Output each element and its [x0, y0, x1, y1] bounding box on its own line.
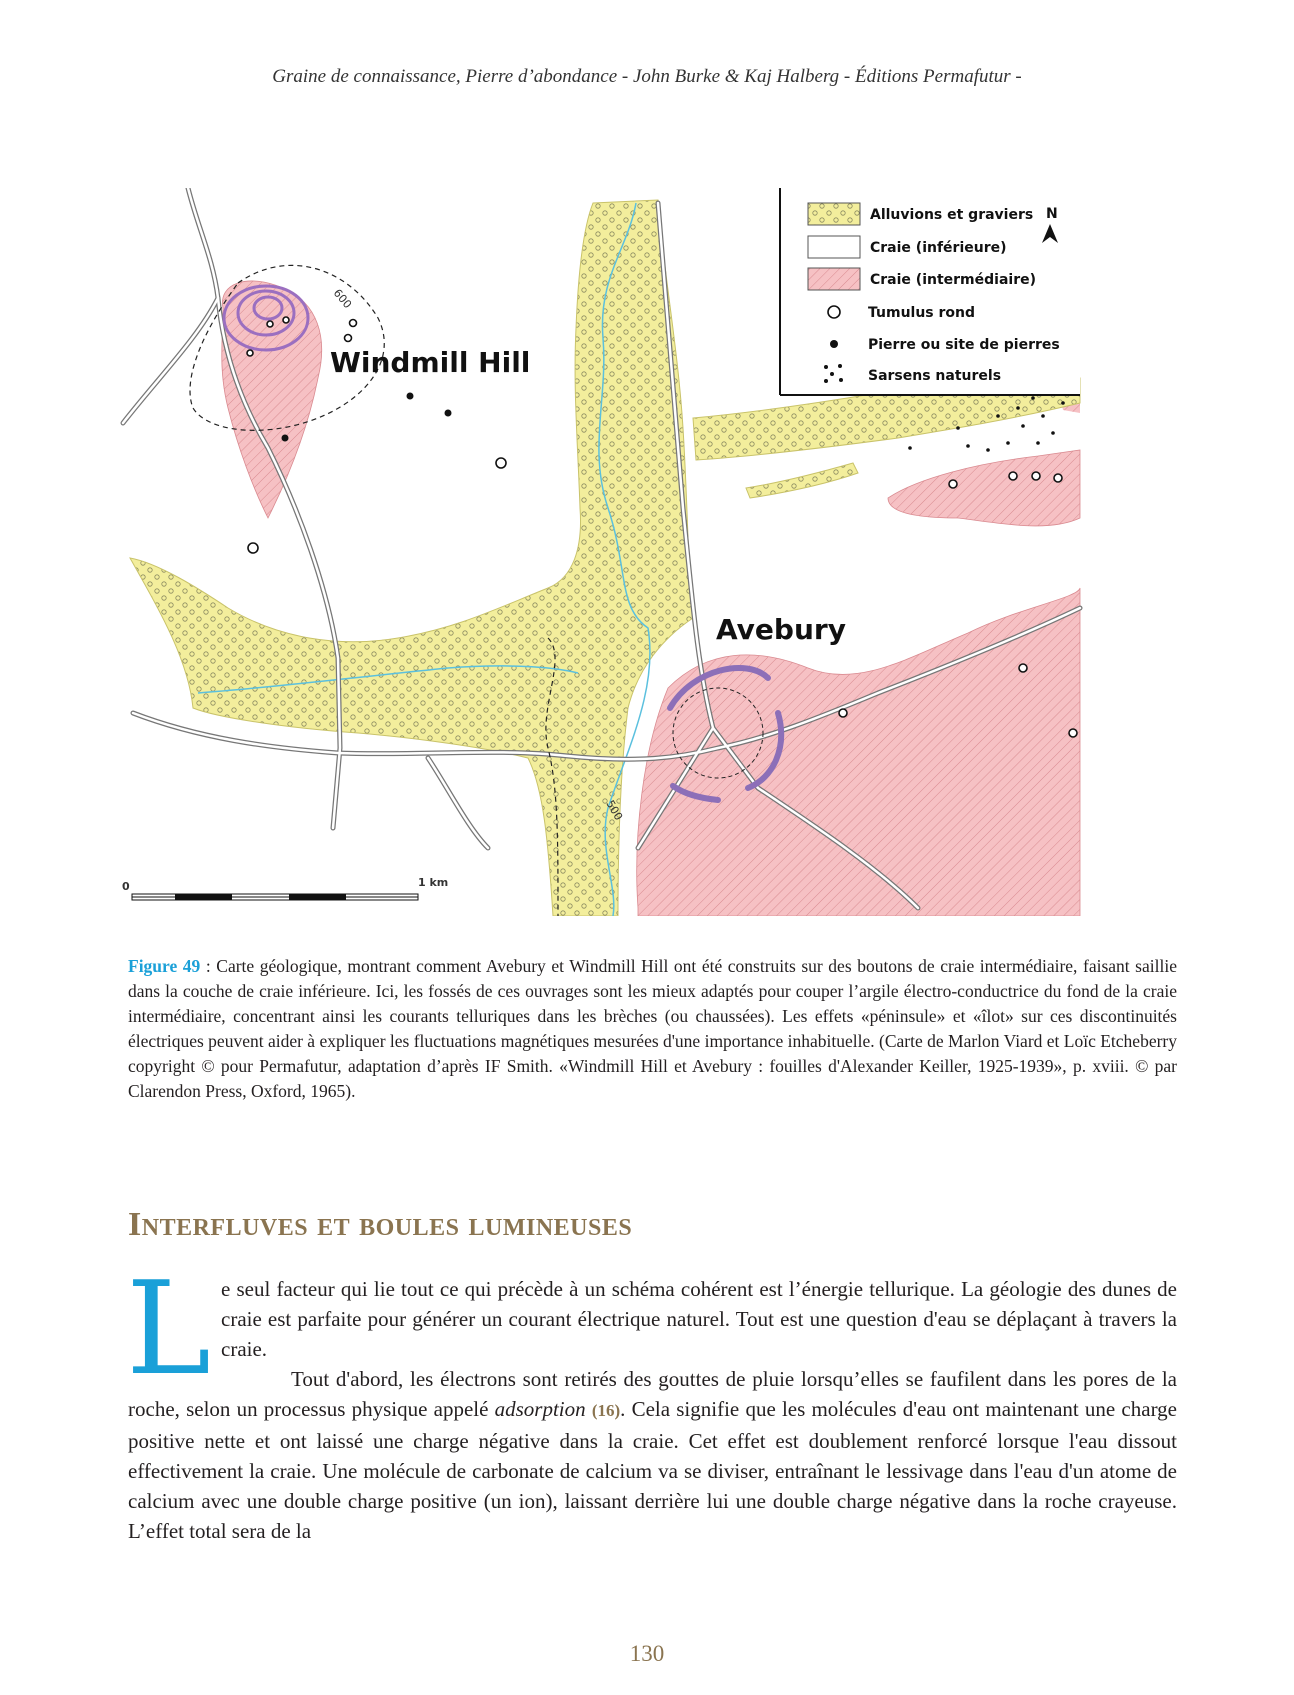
- tumulus-icon: [283, 317, 289, 323]
- adsorption-term: adsorption: [494, 1397, 586, 1421]
- body-text: [126, 1255, 1177, 1546]
- north-label: N: [1046, 206, 1058, 222]
- stone-icon: [445, 410, 452, 417]
- caption-separator: :: [200, 956, 217, 976]
- tumulus-icon: [496, 458, 506, 468]
- avebury-label: Avebury: [716, 613, 846, 646]
- paragraph-2-end: . Cela signifie que les molécules d'eau ont maintenant une charge positive nette et ont laissé une charge négative dans la craie. Cet effet est doublement renforcé lorsque l'eau dissout effectivement la craie. Une molécule de carbonate de calcium va se diviser, entraînant le lessivage dans l'eau d'un atome de calcium avec une double charge positive (un ion), laissant derrière lui une double charge négative dans la roche crayeuse. L’effet total sera de la: [128, 1397, 1177, 1543]
- legend-swatch-middle-chalk: [808, 268, 860, 290]
- alluvium-strip: [746, 463, 858, 498]
- map-svg: [118, 188, 1178, 916]
- figure-label: Figure 49: [128, 956, 201, 976]
- tumulus-icon: [350, 320, 357, 327]
- tumulus-icon: [345, 335, 352, 342]
- map-legend: [780, 188, 1080, 395]
- legend-label-1: Craie (inférieure): [870, 240, 1007, 256]
- legend-label-2: Craie (intermédiaire): [870, 272, 1036, 288]
- contour-500-label: 500: [603, 798, 626, 823]
- windmill-hill-label: Windmill Hill: [330, 346, 531, 379]
- tumulus-icon: [1019, 664, 1027, 672]
- tumulus-icon: [1054, 474, 1062, 482]
- tumulus-icon: [1032, 472, 1040, 480]
- figure-caption: [128, 954, 1177, 1104]
- tumulus-icon: [247, 350, 253, 356]
- tumulus-icon: [949, 480, 957, 488]
- contour-600-label: 600: [330, 286, 355, 312]
- reference-16[interactable]: (16): [591, 1401, 621, 1420]
- east-chalk: [888, 450, 1080, 526]
- legend-swatch-lower-chalk: [808, 236, 860, 258]
- open-circle-icon: [828, 306, 840, 318]
- tumulus-icon: [839, 709, 847, 717]
- scale-bar: [122, 876, 448, 900]
- section-heading: Interfluves et boules lumineuses: [128, 1206, 633, 1243]
- stone-icon: [282, 435, 289, 442]
- page-number: 130: [629, 1641, 665, 1666]
- geological-map: [118, 188, 1178, 916]
- legend-label-3: Tumulus rond: [868, 305, 976, 321]
- legend-swatch-alluvium: [808, 203, 860, 225]
- tumulus-icon: [267, 321, 273, 327]
- caption-text: Carte géologique, montrant comment Avebury et Windmill Hill ont été construits sur des boutons de craie intermédiaire, faisant saillie dans la couche de craie inférieure. Ici, les fossés de ces ouvrages sont les mieux adaptés pour couper l’argile électro-conductrice du fond de la craie intermédiaire, concentrant ainsi les courants telluriques dans les brèches (ou chaussées). Les effets «péninsule» et «îlot» sur ces discontinuités électriques peuvent aider à expliquer les fluctuations magnétiques mesurées d'une importance inhabituelle. (Carte de Marlon Viard et Loïc Etcheberry copyright © pour Permafutur, adaptation d’après IF Smith. «Windmill Hill et Avebury : fouilles d'Alexander Keiller, 1925-1939», p. xviii. © par Clarendon Press, Oxford, 1965).: [128, 956, 1177, 1101]
- paragraph-2-start: Tout d'abord, les électrons sont retirés des gouttes de pluie lorsqu’elles se faufilent dans les pores de la roche, selon un processus physique appelé: [128, 1367, 1177, 1421]
- scale-start-label: 0: [122, 880, 130, 893]
- scale-end-label: 1 km: [418, 876, 449, 889]
- drop-cap: L: [126, 1255, 211, 1404]
- paragraph-1: e seul facteur qui lie tout ce qui précède à un schéma cohérent est l’énergie tellurique. La géologie des dunes de craie est parfaite pour générer un courant électrique naturel. Tout est une question d'eau se déplaçant à travers la craie.: [221, 1277, 1177, 1361]
- tumulus-icon: [248, 543, 258, 553]
- tumulus-icon: [1069, 729, 1077, 737]
- legend-label-4: Pierre ou site de pierres: [868, 337, 1060, 353]
- tumulus-icon: [1009, 472, 1017, 480]
- running-header: Graine de connaissance, Pierre d’abondance - John Burke & Kaj Halberg - Éditions Permafutur -: [272, 66, 1022, 87]
- filled-dot-icon: [830, 340, 838, 348]
- legend-label-5: Sarsens naturels: [868, 368, 1002, 384]
- stone-icon: [407, 393, 414, 400]
- legend-label-0: Alluvions et graviers: [870, 207, 1034, 223]
